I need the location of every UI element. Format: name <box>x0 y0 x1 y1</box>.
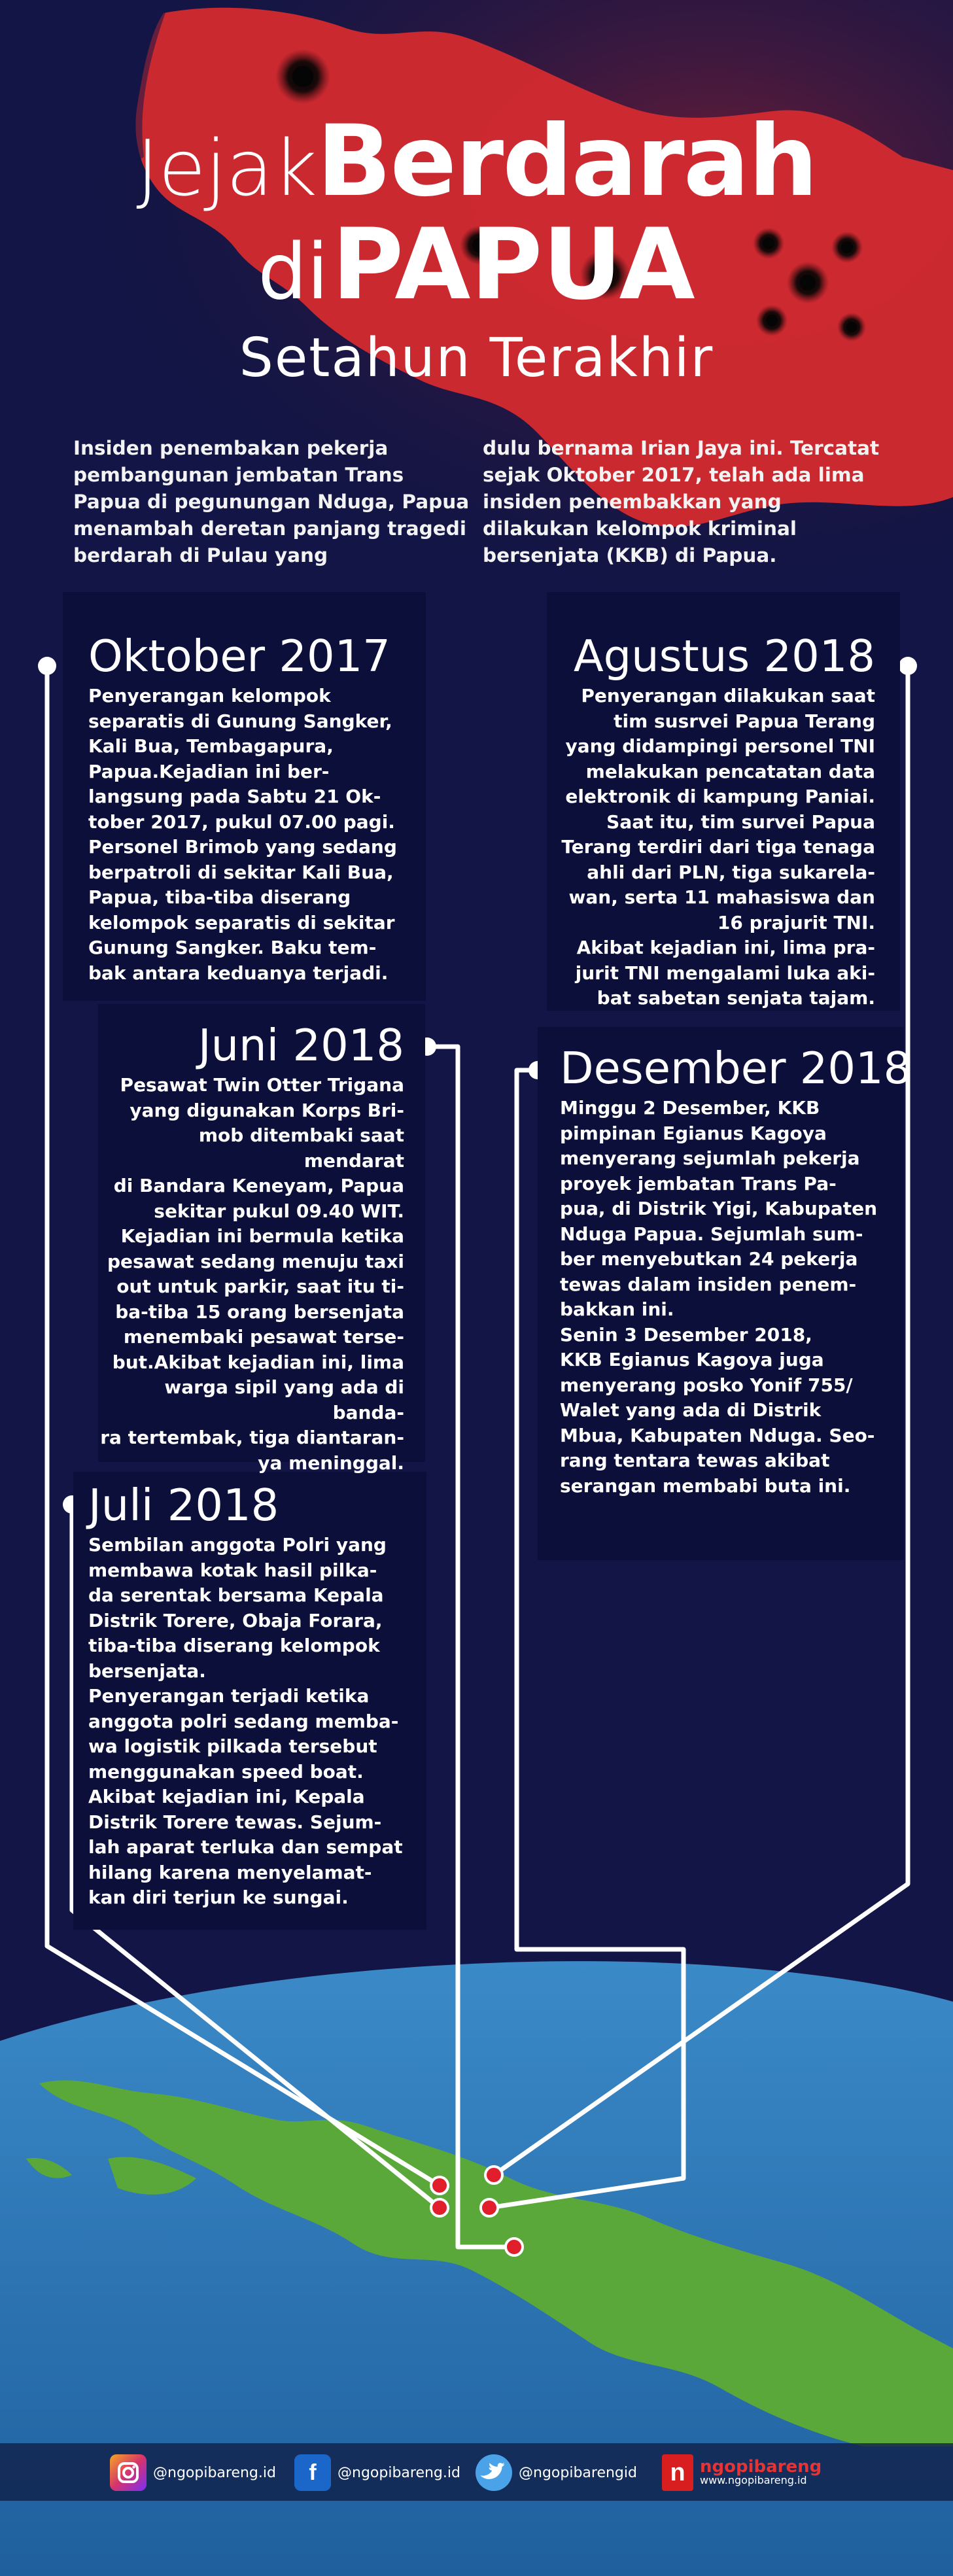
instagram-icon <box>110 2454 147 2491</box>
footer-instagram[interactable] <box>110 2454 276 2491</box>
subtitle: Setahun Terakhir <box>239 327 714 389</box>
event-title-desember: Desember 2018 <box>560 1043 912 1094</box>
brand-block <box>700 2459 822 2486</box>
footer-facebook[interactable] <box>294 2454 460 2491</box>
event-text-juli: Sembilan anggota Polri yang membawa kotak hasil pilka- da serentak bersama Kepala Distrik Torere, Obaja Forara, tiba-tiba diserang kelompok bersenjata. Penyerangan terjadi ketika anggota polri sedang memba- wa logistik pilkada tersebut menggunakan speed boat. Akibat kejadian ini, Kepala Distrik Torere tewas. Sejum- lah aparat terluka dan sempat hilang karena menyelamat- kan diri terjun ke sungai. <box>88 1534 403 1908</box>
event-title-oktober: Oktober 2017 <box>88 631 390 682</box>
brand-name: ngopibareng <box>700 2457 822 2477</box>
instagram-handle: @ngopibareng.id <box>153 2464 276 2481</box>
footer-brand[interactable] <box>662 2454 822 2491</box>
intro-left: Insiden penembakan pekerja pembangunan jembatan Trans Papua di pegunungan Nduga, Papua menambah deretan panjang tragedi berdarah di Pulau yang <box>73 437 470 566</box>
ngopibareng-logo-icon: n <box>662 2454 693 2491</box>
title-papua: PAPUA <box>332 208 695 322</box>
title-berdarah: Berdarah <box>317 105 817 218</box>
title-line-2 <box>0 208 953 322</box>
event-text-juni: Pesawat Twin Otter Trigana yang digunakan Korps Bri- mob ditembaki saat mendarat di Bandara Keneyam, Papua sekitar pukul 09.40 WIT. Kejadian ini bermula ketika pesawat sedang menuju taxi out untuk parkir, saat itu ti- ba-tiba 15 orang bersenjata menembaki pesawat terse- but.Akibat kejadian ini, lima warga sipil yang ada di banda- ra tertembak, tiga diantaran- ya meninggal. <box>100 1074 404 1474</box>
event-title-agustus: Agustus 2018 <box>573 631 875 682</box>
brand-url: www.ngopibareng.id <box>700 2474 807 2486</box>
event-text-desember: Minggu 2 Desember, KKB pimpinan Egianus Kagoya menyerang sejumlah pekerja proyek jembatan Trans Pa- pua, di Distrik Yigi, Kabupaten Nduga Papua. Sejumlah sum- ber menyebutkan 24 pekerja tewas dalam insiden penem- bakkan ini. Senin 3 Desember 2018, KKB Egianus Kagoya juga menyerang posko Yonif 755/ Walet yang ada di Distrik Mbua, Kabupaten Nduga. Seo- rang tentara tewas akibat serangan membabi buta ini. <box>560 1097 878 1497</box>
event-title-juli: Juli 2018 <box>88 1480 279 1531</box>
title-line-1 <box>0 105 953 218</box>
facebook-icon: f <box>294 2454 331 2491</box>
intro-right: dulu bernama Irian Jaya ini. Tercatat sejak Oktober 2017, telah ada lima insiden penembakkan yang dilakukan kelompok kriminal bersenjata (KKB) di Papua. <box>483 437 880 566</box>
twitter-handle: @ngopibarengid <box>519 2464 637 2481</box>
event-text-oktober: Penyerangan kelompok separatis di Gunung Sangker, Kali Bua, Tembagapura, Papua.Kejadian ini ber- langsung pada Sabtu 21 Ok- tober 2017, pukul 07.00 pagi. Personel Brimob yang sedang berpatroli di sekitar Kali Bua, Papua, tiba-tiba diserang kelompok separatis di sekitar Gunung Sangker. Baku tem- bak antara keduanya terjadi. <box>88 685 397 984</box>
event-text-agustus: Penyerangan dilakukan saat tim susrvei Papua Terang yang didampingi personel TNI melakukan pencatatan data elektronik di kampung Paniai. Saat itu, tim survei Papua Terang terdiri dari tiga tenaga ahli dari PLN, tiga sukarela- wan, serta 11 mahasiswa dan 16 prajurit TNI. Akibat kejadian ini, lima pra- jurit TNI mengalami luka aki- bat sabetan senjata tajam. <box>561 685 875 1009</box>
title-jejak: Jejak <box>136 123 317 213</box>
title-di: di <box>258 226 329 317</box>
footer-twitter[interactable] <box>476 2454 637 2491</box>
twitter-icon <box>476 2454 512 2491</box>
facebook-handle: @ngopibareng.id <box>338 2464 460 2481</box>
event-title-juni: Juni 2018 <box>198 1020 404 1071</box>
